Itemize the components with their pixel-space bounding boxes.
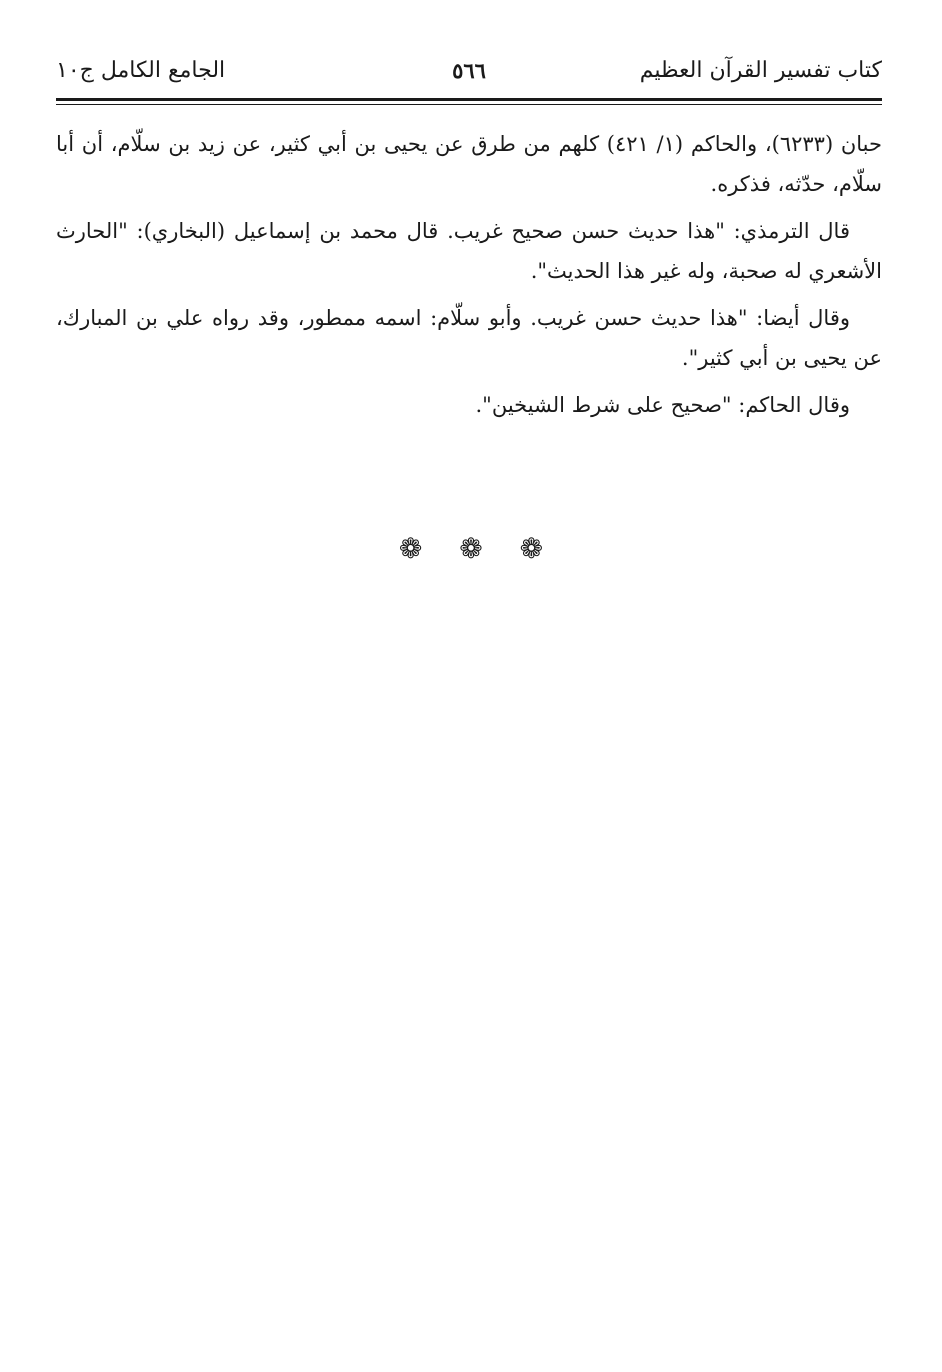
volume-title: الجامع الكامل ج١٠ (56, 58, 226, 83)
paragraph-hakim: وقال الحاكم: "صحيح على شرط الشيخين". (475, 393, 850, 417)
header-rule-thick (56, 98, 882, 101)
paragraph-continuation: حبان (٦٢٣٣)، والحاكم (١/ ٤٢١) كلهم من طرق عن يحيى بن أبي كثير، عن زيد بن سلّام، أن أبا سلّام، حدّثه، فذكره. (56, 132, 882, 196)
running-header (56, 52, 882, 98)
body-text (56, 124, 882, 432)
floral-ornament-icon: ❁ (459, 532, 483, 565)
book-title: كتاب تفسير القرآن العظيم (639, 58, 882, 83)
section-divider (0, 532, 942, 566)
floral-ornament-icon: ❁ (398, 532, 423, 565)
page-number: ٥٦٦ (452, 58, 486, 83)
paragraph-also: وقال أيضا: "هذا حديث حسن غريب. وأبو سلّام: اسمه ممطور، وقد رواه علي بن المبارك، عن يحيى بن أبي كثير". (56, 306, 882, 370)
paragraph-tirmidhi: قال الترمذي: "هذا حديث حسن صحيح غريب. قال محمد بن إسماعيل (البخاري): "الحارث الأشعري له صحبة، وله غير هذا الحديث". (56, 219, 882, 283)
header-rule-thin (56, 104, 882, 105)
floral-ornament-icon: ❁ (519, 532, 544, 565)
